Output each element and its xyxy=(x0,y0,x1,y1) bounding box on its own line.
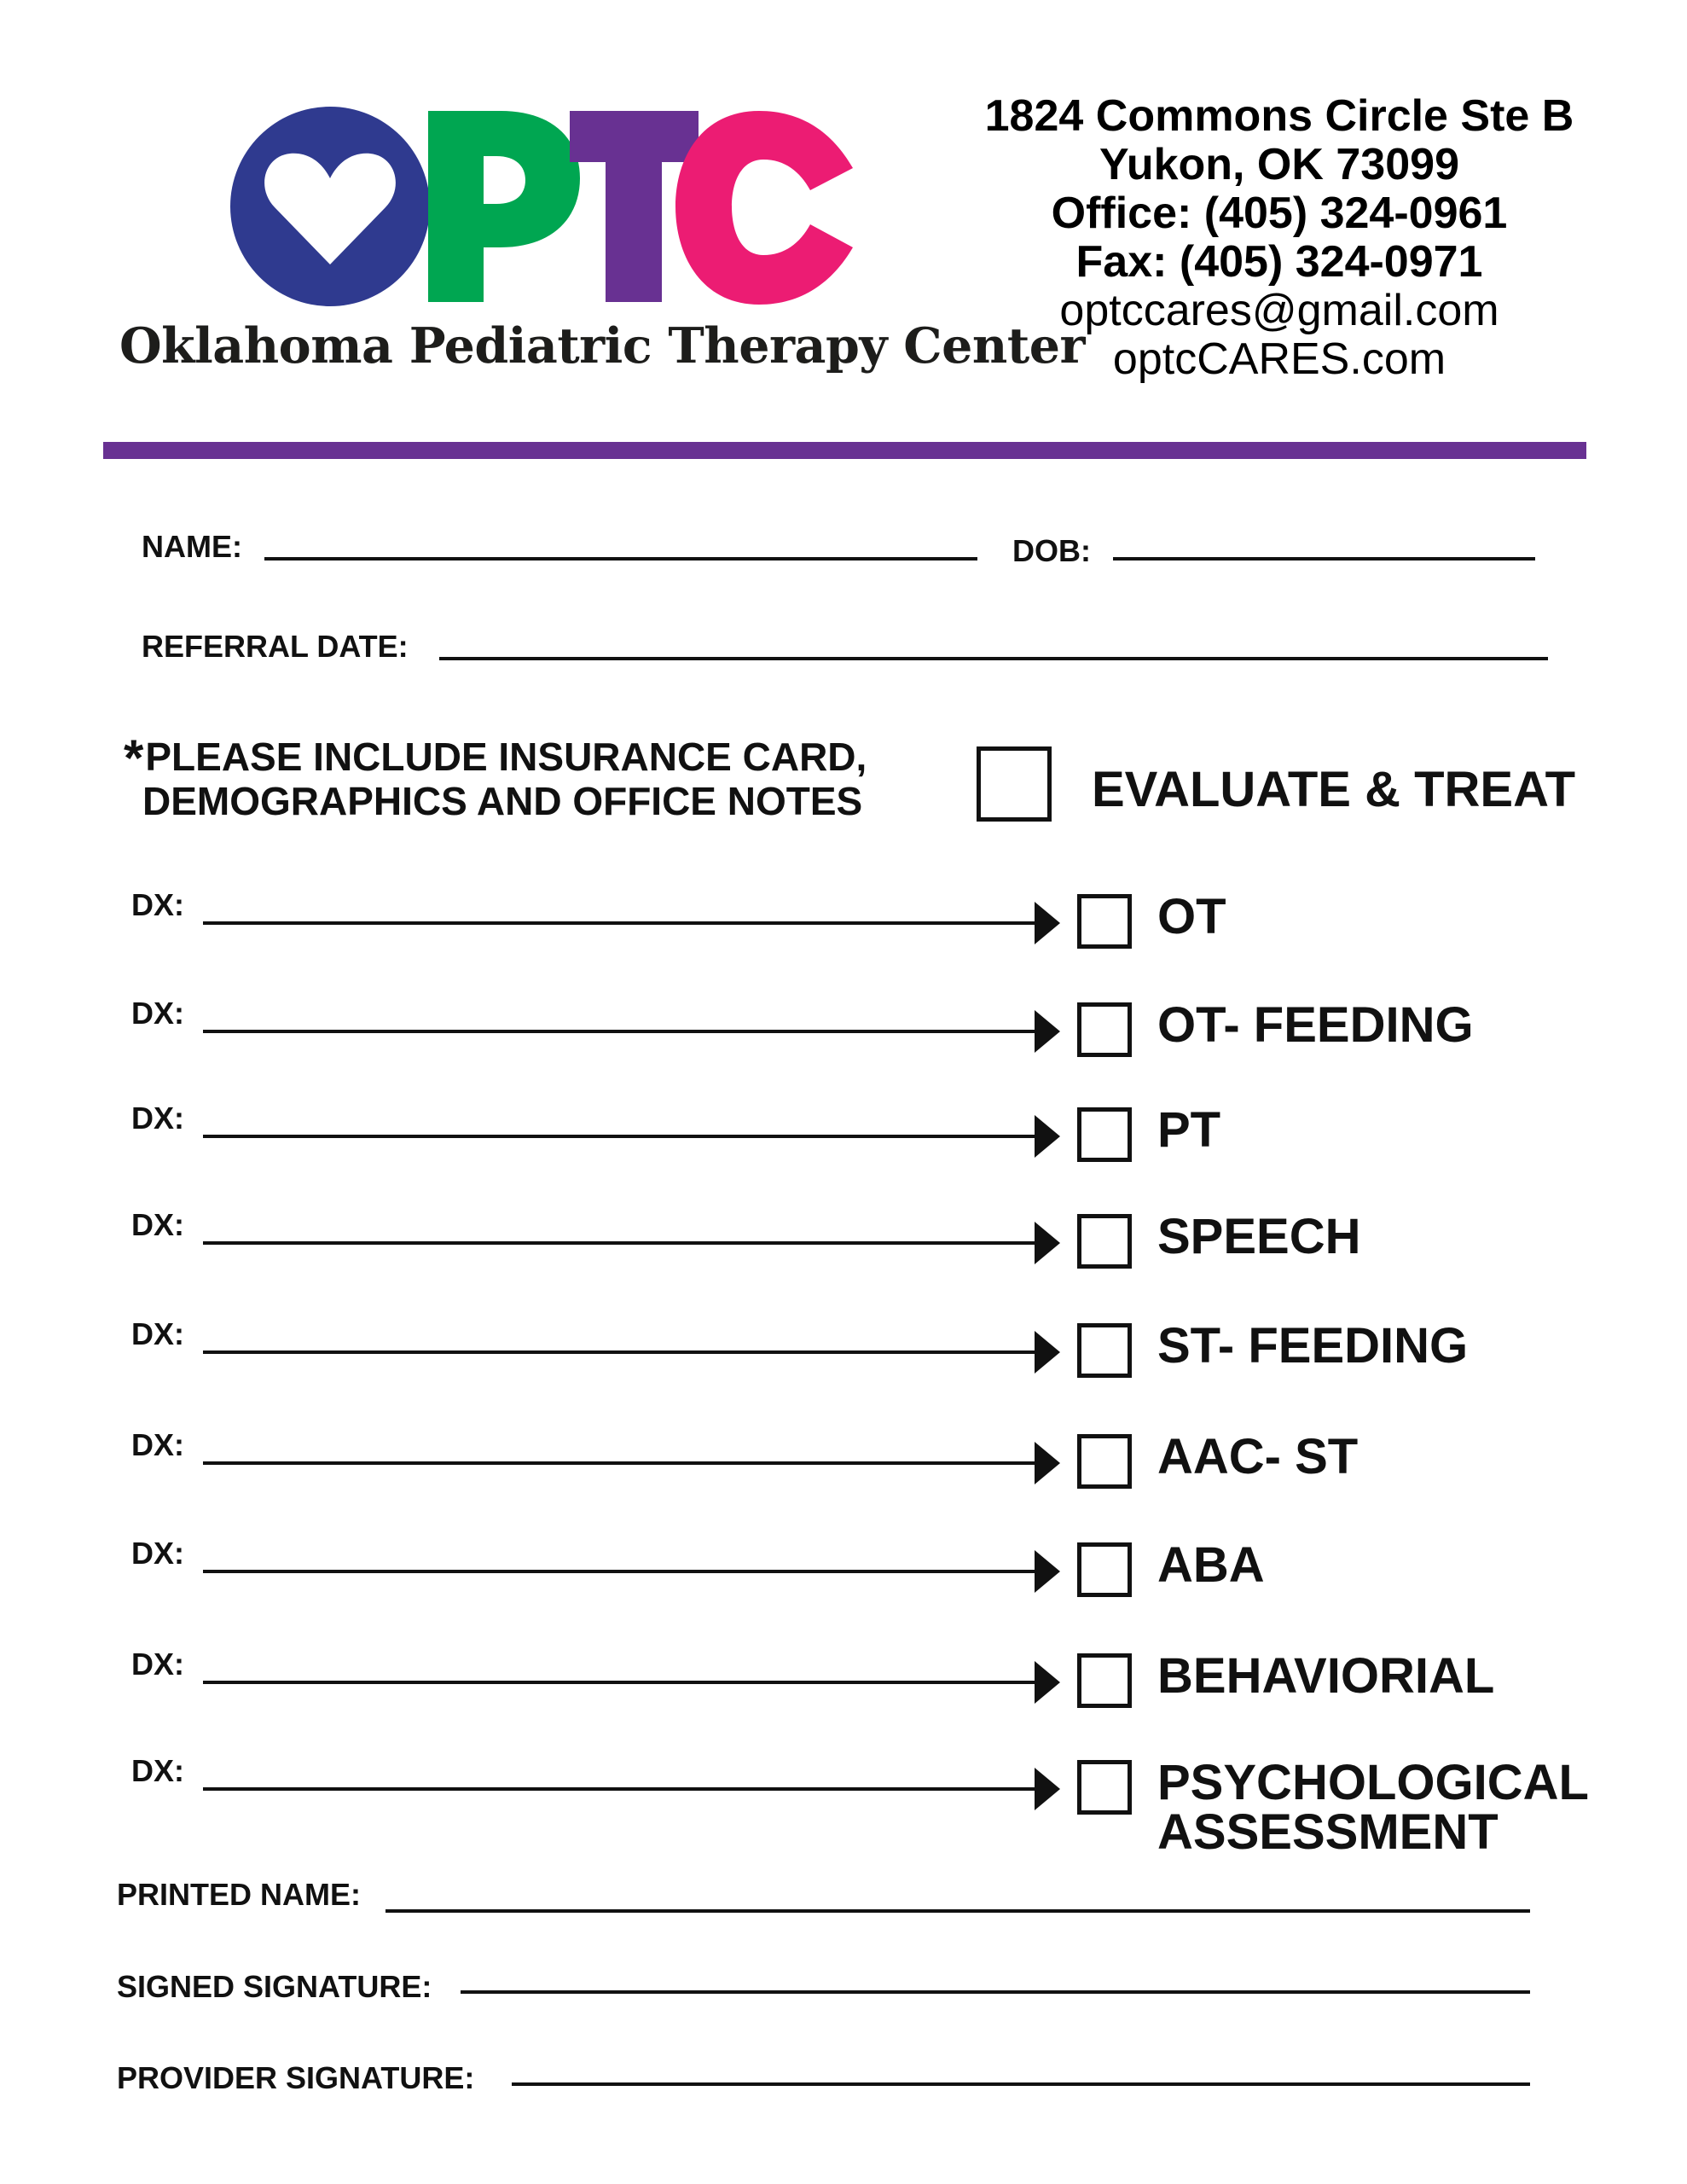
referral-date-label: REFERRAL DATE: xyxy=(142,629,409,664)
note-line-1: PLEASE INCLUDE INSURANCE CARD, xyxy=(145,735,867,779)
service-checkbox[interactable] xyxy=(1077,1002,1132,1057)
fax-number: Fax: (405) 324-0971 xyxy=(1075,237,1483,287)
signed-signature-field[interactable] xyxy=(461,1990,1530,1994)
arrow-line[interactable] xyxy=(203,1217,1060,1269)
contact-block xyxy=(964,92,1595,384)
evaluate-treat-checkbox[interactable] xyxy=(977,746,1052,822)
service-label: SPEECH xyxy=(1157,1209,1361,1264)
dx-row xyxy=(0,996,1687,1064)
service-checkbox[interactable] xyxy=(1077,1434,1132,1489)
organization-name: Oklahoma Pediatric Therapy Center xyxy=(119,317,1085,375)
asterisk-icon: * xyxy=(124,729,144,787)
service-label: ST- FEEDING xyxy=(1157,1318,1469,1374)
dx-row xyxy=(0,1536,1687,1604)
name-label: NAME: xyxy=(142,529,242,564)
email-address: optccares@gmail.com xyxy=(1059,286,1499,335)
website: optcCARES.com xyxy=(1112,334,1446,384)
service-checkbox[interactable] xyxy=(1077,1760,1132,1815)
service-label: OT xyxy=(1157,889,1226,944)
dx-label: DX: xyxy=(131,1316,184,1351)
printed-name-field[interactable] xyxy=(386,1909,1530,1913)
logo-letter-o xyxy=(230,107,430,306)
dx-row xyxy=(0,1753,1687,1860)
signed-signature-label: SIGNED SIGNATURE: xyxy=(117,1969,432,2004)
service-label-line-2: ASSESSMENT xyxy=(1157,1804,1499,1860)
dx-label: DX: xyxy=(131,1101,184,1136)
dx-label: DX: xyxy=(131,887,184,922)
dx-row xyxy=(0,1316,1687,1385)
service-checkbox[interactable] xyxy=(1077,1214,1132,1269)
name-field[interactable] xyxy=(264,557,977,561)
address-line-2: Yukon, OK 73099 xyxy=(1099,140,1459,189)
service-label: PT xyxy=(1157,1102,1221,1158)
service-label: AAC- ST xyxy=(1157,1429,1359,1484)
arrow-line[interactable] xyxy=(203,1657,1060,1708)
address-line-1: 1824 Commons Circle Ste B xyxy=(984,91,1574,141)
arrow-line[interactable] xyxy=(203,897,1060,949)
header-divider xyxy=(103,442,1586,459)
service-label xyxy=(1157,1755,1589,1860)
dx-label: DX: xyxy=(131,996,184,1031)
dx-label: DX: xyxy=(131,1427,184,1462)
service-checkbox[interactable] xyxy=(1077,894,1132,949)
provider-signature-label: PROVIDER SIGNATURE: xyxy=(117,2060,475,2095)
service-label: BEHAVIORIAL xyxy=(1157,1648,1495,1704)
service-checkbox[interactable] xyxy=(1077,1107,1132,1162)
dx-label: DX: xyxy=(131,1647,184,1682)
optc-logo xyxy=(230,107,861,311)
dx-row xyxy=(0,1101,1687,1169)
evaluate-treat-label: EVALUATE & TREAT xyxy=(1092,762,1576,817)
arrow-line[interactable] xyxy=(203,1327,1060,1378)
service-checkbox[interactable] xyxy=(1077,1542,1132,1597)
office-phone: Office: (405) 324-0961 xyxy=(1051,189,1508,238)
referral-date-field[interactable] xyxy=(439,657,1548,660)
logo-letter-p xyxy=(428,111,580,302)
arrow-line[interactable] xyxy=(203,1111,1060,1162)
dx-row xyxy=(0,1647,1687,1715)
service-label: ABA xyxy=(1157,1537,1265,1593)
dx-label: DX: xyxy=(131,1753,184,1788)
service-label: OT- FEEDING xyxy=(1157,997,1474,1053)
note-line-2: DEMOGRAPHICS AND OFFICE NOTES xyxy=(142,779,863,823)
dob-label: DOB: xyxy=(1012,533,1091,568)
insurance-note xyxy=(124,729,867,823)
printed-name-label: PRINTED NAME: xyxy=(117,1877,361,1912)
logo-letter-c xyxy=(675,111,853,305)
arrow-line[interactable] xyxy=(203,1763,1060,1815)
dx-row xyxy=(0,887,1687,956)
service-label-line-1: PSYCHOLOGICAL xyxy=(1157,1755,1589,1810)
dx-label: DX: xyxy=(131,1536,184,1571)
dx-row xyxy=(0,1427,1687,1496)
service-checkbox[interactable] xyxy=(1077,1323,1132,1378)
dx-label: DX: xyxy=(131,1207,184,1242)
arrow-line[interactable] xyxy=(203,1546,1060,1597)
dx-row xyxy=(0,1207,1687,1275)
arrow-line[interactable] xyxy=(203,1438,1060,1489)
dob-field[interactable] xyxy=(1113,557,1535,561)
service-checkbox[interactable] xyxy=(1077,1653,1132,1708)
arrow-line[interactable] xyxy=(203,1006,1060,1057)
provider-signature-field[interactable] xyxy=(512,2082,1530,2086)
